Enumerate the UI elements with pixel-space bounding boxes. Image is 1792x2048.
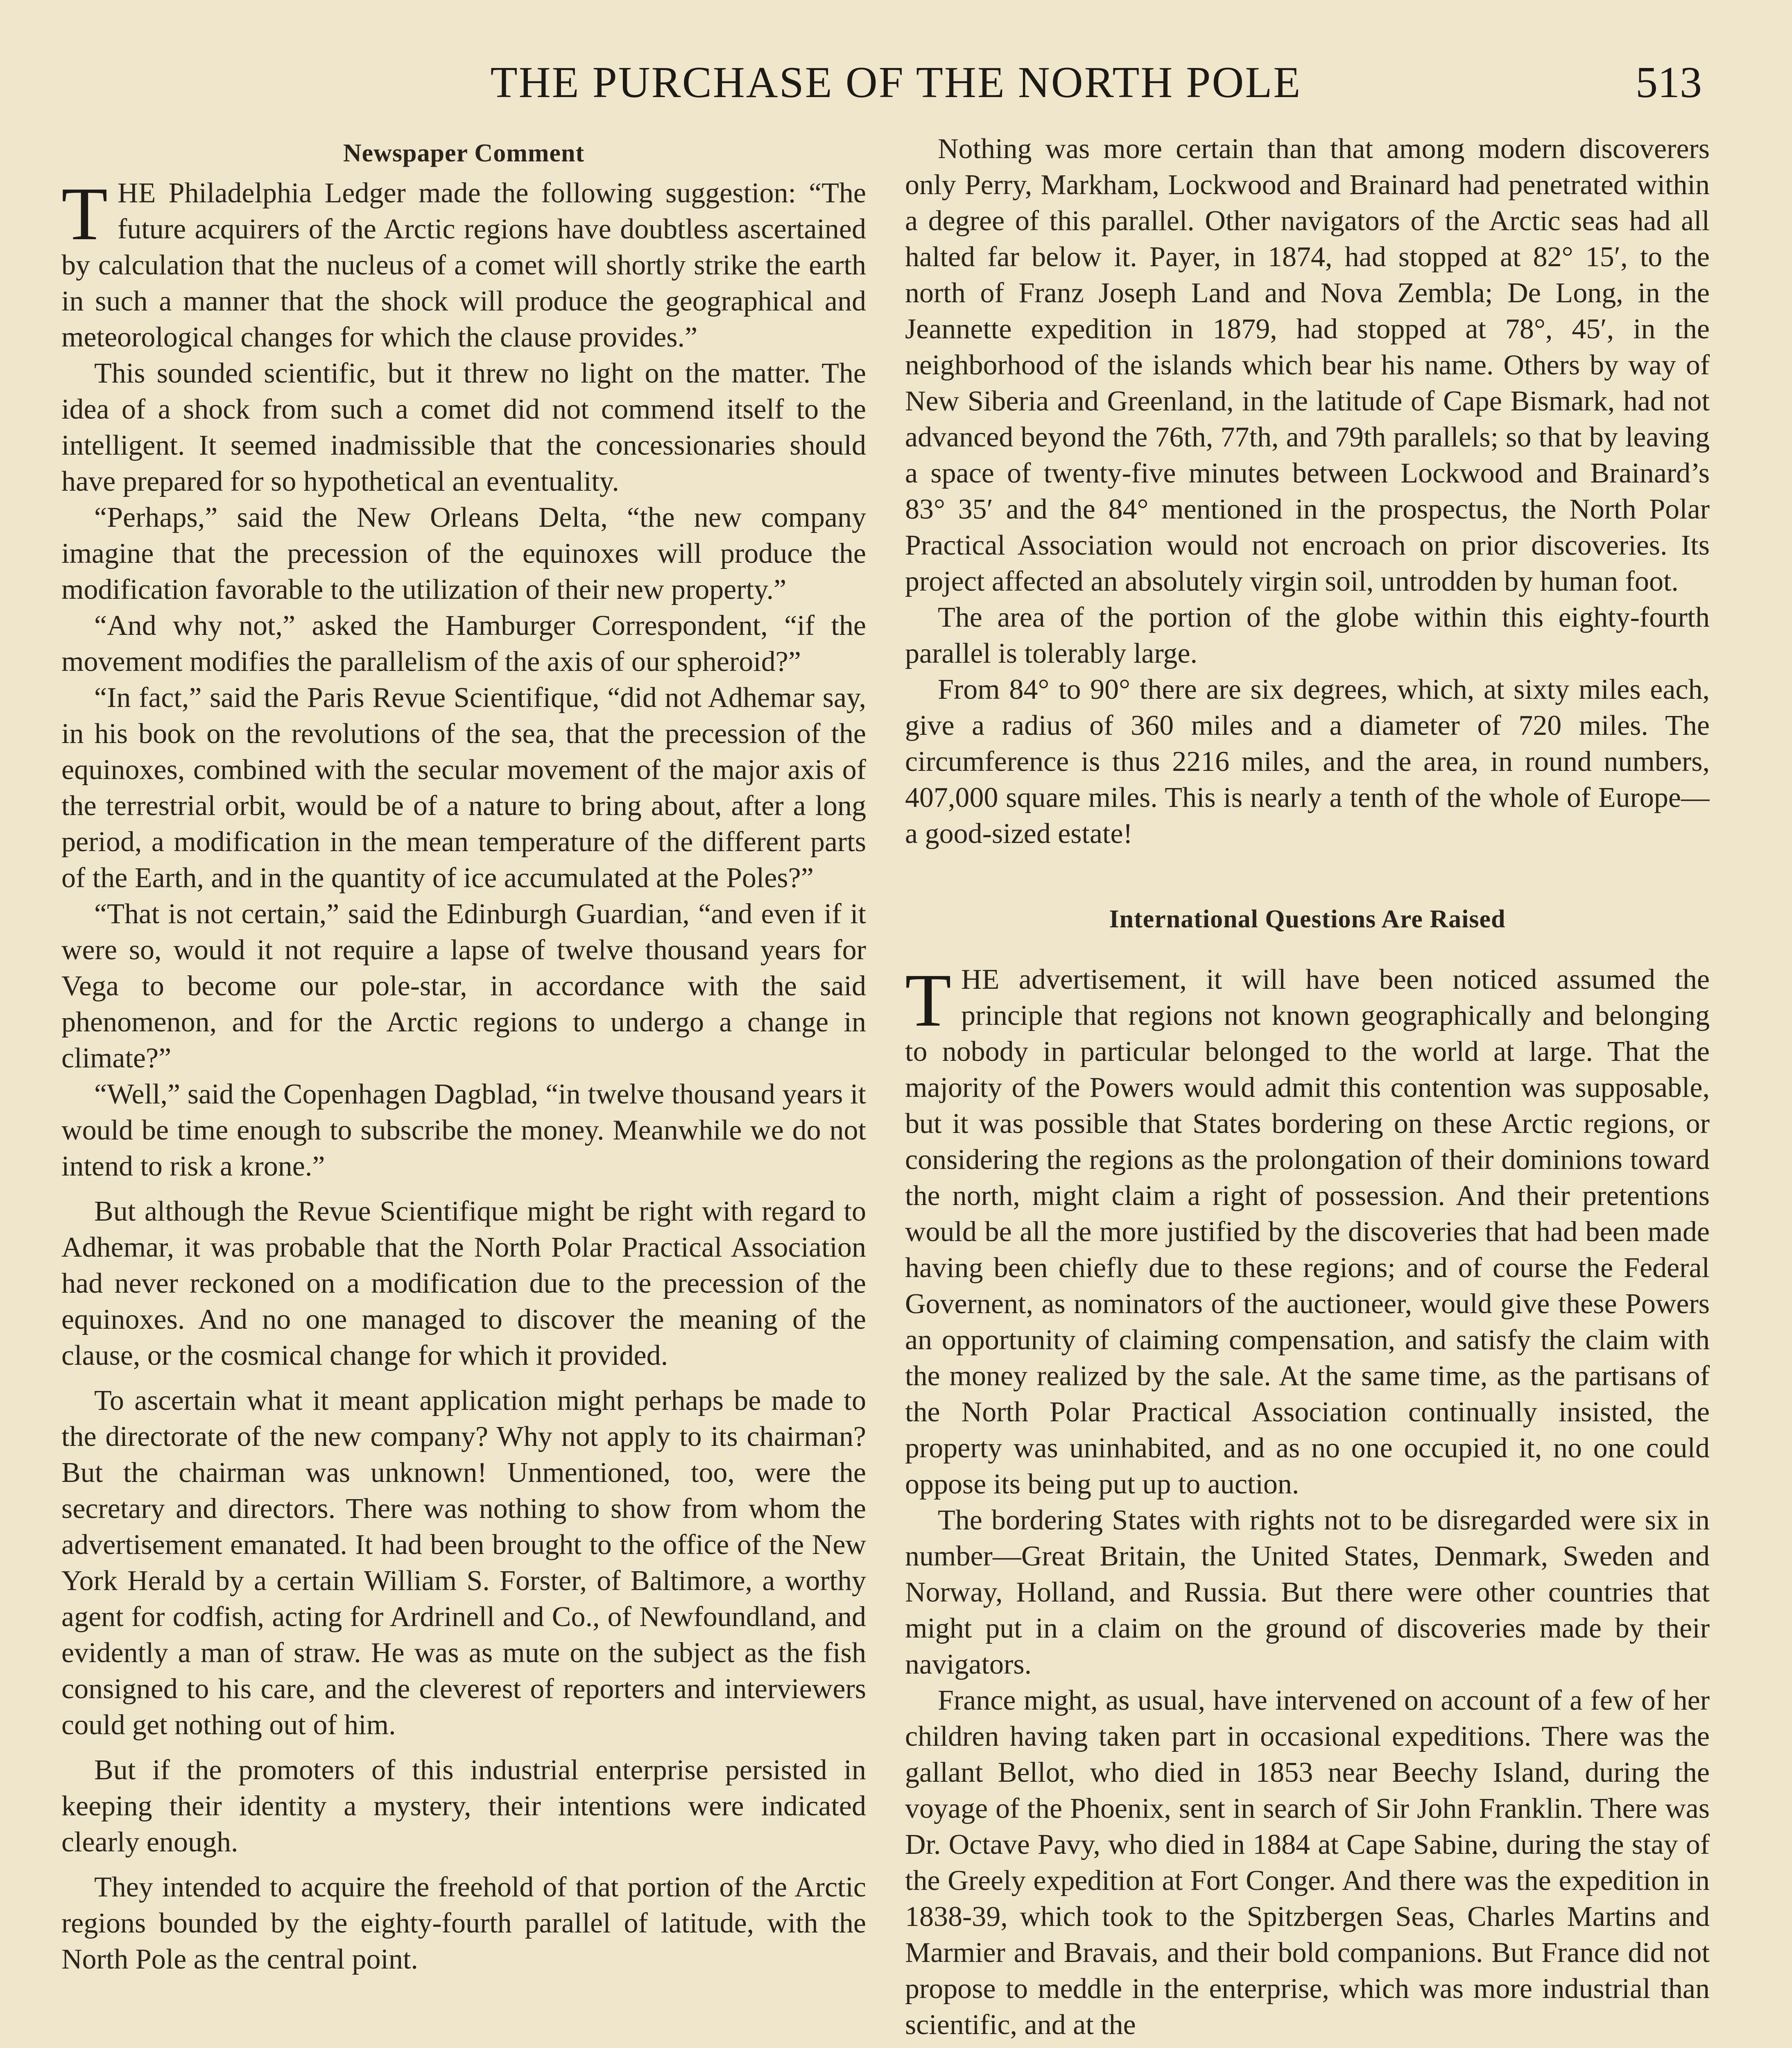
left-column (61, 135, 866, 2048)
paragraph: From 84° to 90° there are six degrees, which, at sixty miles each, give a radius of 360 miles and a diameter of 720 miles. The circumference is thus 2216 miles, and the area, in round numbers, 407,000 square miles. This is nearly a tenth of the whole of Europe—a good-sized estate! (905, 674, 1710, 850)
paragraph: To ascertain what it meant application might perhaps be made to the directorate of the new company? Why not apply to its chairman? But the chairman was unknown! Unmentioned, too, were the secretary and directors. There was nothing to show from whom the advertisement emanated. It had been brought to the office of the New York Herald by a certain William S. Forster, of Baltimore, a worthy agent for codfish, acting for Ardrinell and Co., of Newfoundland, and evidently a man of straw. He was as mute on the subject as the fish consigned to his care, and the cleverest of reporters and interviewers could get nothing out of him. (61, 1385, 866, 1741)
section-heading: International Questions Are Raised (1109, 905, 1506, 933)
paragraph: “That is not certain,” said the Edinburgh Guardian, “and even if it were so, would it not require a lapse of twelve thousand years for Vega to become our pole-star, in accordance with the said phenomenon, and for the Arctic regions to undergo a change in climate?” (61, 898, 866, 1074)
paragraph: But although the Revue Scientifique might be right with regard to Adhemar, it was probable that the North Polar Practical Association had never reckoned on a modification due to the precession of the equinoxes. And no one managed to discover the meaning of the clause, or the cosmical change for which it provided. (61, 1196, 866, 1371)
paragraph: Nothing was more certain than that among modern discoverers only Perry, Markham, Lockwood and Brainard had penetrated within a degree of this parallel. Other navigators of the Arctic seas had all halted far below it. Payer, in 1874, had stopped at 82° 15′, to the north of Franz Joseph Land and Nova Zembla; De Long, in the Jeannette expedition in 1879, had stopped at 78°, 45′, in the neighborhood of the islands which bear his name. Others by way of New Siberia and Greenland, in the latitude of Cape Bismark, had not advanced beyond the 76th, 77th, and 79th parallels; so that by leaving a space of twenty-five minutes between Lockwood and Brainard’s 83° 35′ and the 84° mentioned in the prospectus, the North Polar Practical Association would not encroach on prior discoveries. Its project affected an absolutely virgin soil, untrodden by human foot. (905, 133, 1710, 597)
right-column (905, 131, 1710, 2048)
drop-cap: T (61, 172, 108, 256)
page-title: THE PURCHASE OF THE NORTH POLE (490, 58, 1302, 107)
paragraph: But if the promoters of this industrial enterprise persisted in keeping their identity a mystery, their intentions were indicated clearly enough. (61, 1754, 866, 1858)
section-heading: Newspaper Comment (343, 139, 585, 167)
paragraph: THE Philadelphia Ledger made the following suggestion: “The future acquirers of the Arctic regions have doubtless ascertained by calculation that the nucleus of a comet will shortly strike the earth in such a manner that the shock will produce the geographical and meteorological changes for which the clause provides.” (61, 172, 866, 353)
paragraph: “And why not,” asked the Hamburger Correspondent, “if the movement modifies the parallelism of the axis of our spheroid?” (61, 610, 866, 677)
paragraph: “Perhaps,” said the New Orleans Delta, “the new company imagine that the precession of the equinoxes will produce the modification favorable to the utilization of their new property.” (61, 502, 866, 605)
paragraph: “Well,” said the Copenhagen Dagblad, “in twelve thousand years it would be time enough to subscribe the money. Meanwhile we do not intend to risk a krone.” (61, 1078, 866, 1182)
paragraph: The bordering States with rights not to be disregarded were six in number—Great Britain, the United States, Denmark, Sweden and Norway, Holland, and Russia. But there were other countries that might put in a claim on the ground of discoveries made by their navigators. (905, 1504, 1710, 1680)
paragraph: The area of the portion of the globe within this eighty-fourth parallel is tolerably large. (905, 602, 1710, 669)
paragraph: “In fact,” said the Paris Revue Scientifique, “did not Adhemar say, in his book on the revolutions of the sea, that the precession of the equinoxes, combined with the secular movement of the major axis of the terrestrial orbit, would be of a nature to bring about, after a long period, a modification in the mean temperature of the different parts of the Earth, and in the quantity of ice accumulated at the Poles?” (61, 682, 866, 894)
paragraph: This sounded scientific, but it threw no light on the matter. The idea of a shock from such a comet did not commend itself to the intelligent. It seemed inadmissible that the concessionaries should have prepared for so hypothetical an eventuality. (61, 358, 866, 497)
paragraph: France might, as usual, have intervened on account of a few of her children having taken part in occasional expeditions. There was the gallant Bellot, who died in 1853 near Beechy Island, during the voyage of the Phoenix, sent in search of Sir John Franklin. There was Dr. Octave Pavy, who died in 1884 at Cape Sabine, during the stay of the Greely expedition at Fort Conger. And there was the expedition in 1838-39, which took to the Spitzbergen Seas, Charles Martins and Marmier and Bravais, and their bold companions. But France did not propose to meddle in the enterprise, which was more industrial than scientific, and at the (905, 1685, 1710, 2041)
paragraph: They intended to acquire the freehold of that portion of the Arctic regions bounded by the eighty-fourth parallel of latitude, with the North Pole as the central point. (61, 1871, 866, 1975)
page-number: 513 (1636, 58, 1702, 107)
drop-cap: T (905, 958, 952, 1042)
paragraph: THE advertisement, it will have been noticed assumed the principle that regions not known geographically and belonging to nobody in particular belonged to the world at large. That the majority of the Powers would admit this contention was supposable, but it was possible that States bordering on these Arctic regions, or considering the regions as the prolongation of their dominions toward the north, might claim a right of possession. And their pretentions would be all the more justified by the discoveries that had been made having been chiefly due to these regions; and of course the Federal Governent, as nominators of the auctioneer, would give these Powers an opportunity of claiming compensation, and satisfy the claim with the money realized by the sale. At the same time, as the partisans of the North Polar Practical Association continually insisted, the property was uninhabited, and as no one occupied it, no one could oppose its being put up to auction. (905, 958, 1710, 1500)
